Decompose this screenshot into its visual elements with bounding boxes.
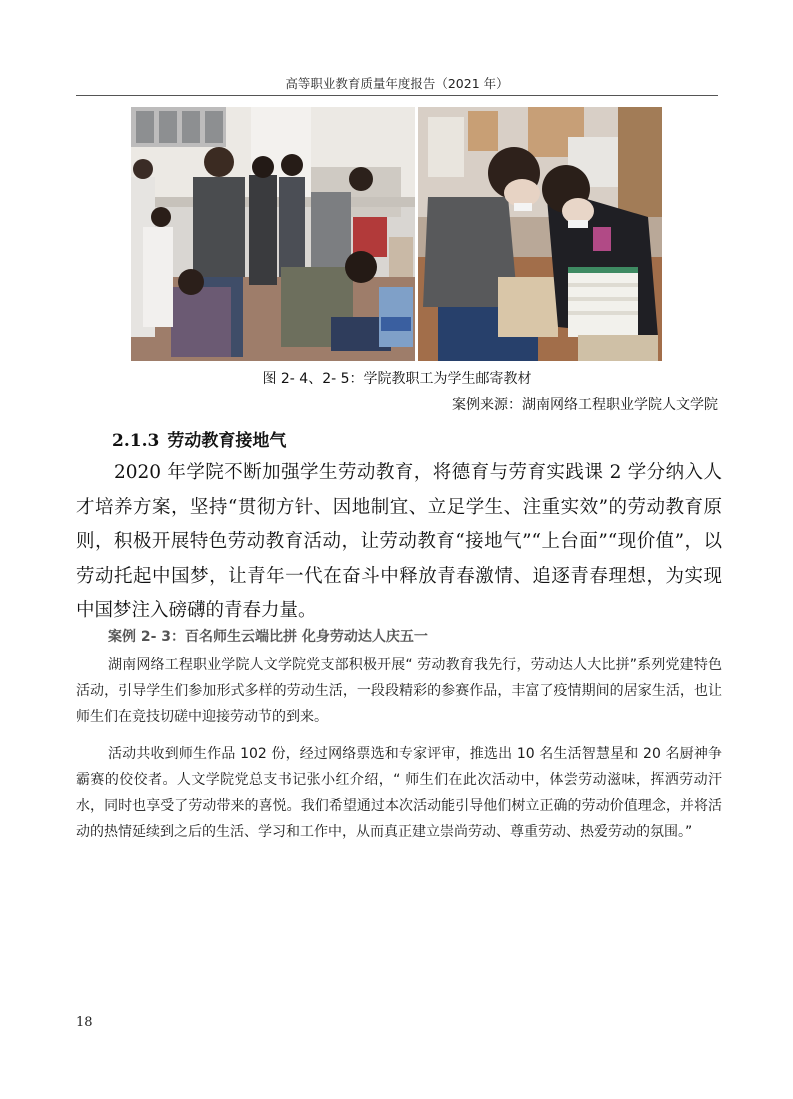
page-number: 18 bbox=[76, 1015, 93, 1030]
section-number: 2.1.3 bbox=[112, 431, 160, 451]
running-header: 高等职业教育质量年度报告（2021 年） bbox=[285, 76, 509, 91]
case-paragraph: 活动共收到师生作品 102 份，经过网络票选和专家评审，推选出 10 名生活智慧星和 20 名厨神争霸赛的佼佼者。人文学院党总支书记张小红介绍，“ 师生们在此次活动中，体尝劳动滋味，挥洒劳动汗水，同时也享受了劳动带来的喜悦。我们希望通过本次活动能引导他们树立正确的劳动价值理念，并将活动的热情延续到之后的生活、学习和工作中，从而真正建立崇尚劳动、尊重劳动、热爱劳动的氛围。” bbox=[76, 746, 722, 840]
section-heading bbox=[112, 426, 286, 451]
header-divider bbox=[76, 95, 718, 96]
body-paragraph: 2020 年学院不断加强学生劳动教育，将德育与劳育实践课 2 学分纳入人才培养方案，坚持“贯彻方针、因地制宜、立足学生、注重实效”的劳动教育原则，积极开展特色劳动教育活动，让劳动教育“接地气”“上台面”“现价值”，以劳动托起中国梦，让青年一代在奋斗中释放青春激情、追逐青春理想，为实现中国梦注入磅礴的青春力量。 bbox=[76, 462, 722, 621]
case-title: 案例 2- 3：百名师生云端比拼 化身劳动达人庆五一 bbox=[108, 629, 428, 645]
case-paragraph: 湖南网络工程职业学院人文学院党支部积极开展“ 劳动教育我先行，劳动达人大比拼”系列党建特色活动，引导学生们参加形式多样的劳动生活，一段段精彩的参赛作品，丰富了疫情期间的居家生活，也让师生们在竞技切磋中迎接劳动节的到来。 bbox=[76, 657, 722, 725]
figure-caption: 图 2- 4、2- 5：学院教职工为学生邮寄教材 bbox=[262, 371, 532, 387]
figure-source: 案例来源：湖南网络工程职业学院人文学院 bbox=[452, 397, 718, 413]
photo-staff-packing-textbooks bbox=[418, 107, 662, 361]
photo-staff-sorting-textbooks bbox=[131, 107, 415, 361]
section-title-text: 劳动教育接地气 bbox=[167, 431, 287, 451]
